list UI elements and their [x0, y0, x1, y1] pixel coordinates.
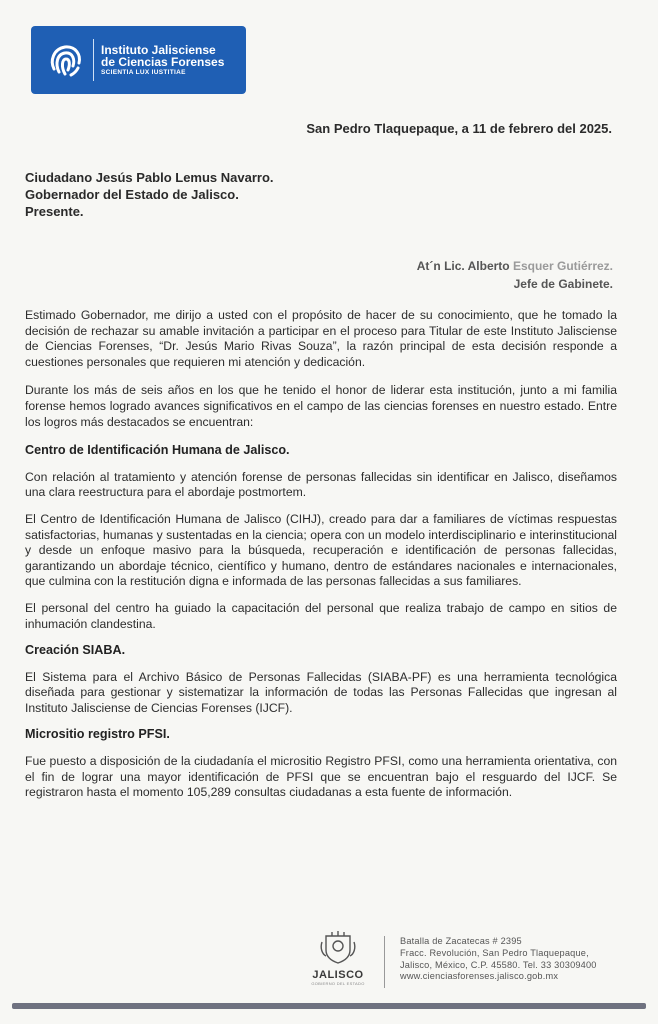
footer-bar [12, 1003, 646, 1009]
address-street: Batalla de Zacatecas # 2395 [400, 936, 522, 946]
jalisco-subtitle: GOBIERNO DEL ESTADO [311, 981, 365, 986]
letter-body [25, 308, 617, 801]
letter-date: San Pedro Tlaquepaque, a 11 de febrero del 2025. [306, 121, 612, 136]
section-heading-siaba: Creación SIABA. [25, 643, 126, 658]
cihj-paragraph-2: El Centro de Identificación Humana de Jalisco (CIHJ), creado para dar a familiares de víctimas respuestas satisfactorias, humanas y sustentadas en la ciencia; opera con un modelo interdisciplinario e interinstitucional y desde un enfoque masivo para la búsqueda, recuperación e identificación de personas fallecidas, garantizando un abordaje técnico, científico y humano, dentro de estándares nacionales e internacionales, que culmina con la restitución digna e informada de las personas fallecidas a sus familiares. [25, 511, 617, 589]
pfsi-paragraph: Fue puesto a disposición de la ciudadanía el micrositio Registro PFSI, como una herramienta orientativa, con el fin de lograr una mayor identificación de PFSI que se encuentran bajo el resguardo del IJCF. Se registraron hasta el momento 105,289 consultas ciudadanas a esta fuente de información. [25, 754, 617, 800]
addressee-name: Ciudadano Jesús Pablo Lemus Navarro. [25, 170, 274, 185]
jalisco-logo [303, 930, 373, 986]
addressee-greeting: Presente. [25, 204, 84, 219]
address-city-phone: Jalisco, México, C.P. 45580. Tel. 33 30309400 [400, 959, 597, 970]
section-heading-pfsi: Micrositio registro PFSI. [25, 727, 170, 742]
address-website: www.cienciasforenses.jalisco.gob.mx [400, 971, 559, 982]
section-heading-cihj: Centro de Identificación Humana de Jalisco. [25, 443, 290, 458]
cihj-paragraph-1: Con relación al tratamiento y atención forense de personas fallecidas sin identificar en Jalisco, diseñamos una clara reestructura para el abordaje postmortem. [25, 469, 617, 500]
institution-name [101, 44, 224, 77]
jalisco-brand: JALISCO [312, 969, 364, 981]
attention-prefix: At´n Lic. Alberto [416, 259, 513, 273]
cihj-paragraph-3: El personal del centro ha guiado la capacitación del personal que realiza trabajo de campo en sitios de inhumación clandestina. [25, 600, 617, 631]
footer-address [400, 936, 597, 983]
jalisco-crest-icon [318, 930, 358, 964]
institution-motto: SCIENTIA LUX IUSTITIAE [101, 68, 186, 76]
attention-name: Esquer Gutiérrez. [512, 259, 613, 273]
footer-divider [384, 936, 385, 988]
attention-line [417, 257, 613, 275]
siaba-paragraph: El Sistema para el Archivo Básico de Personas Fallecidas (SIABA-PF) es una herramienta tecnológica diseñada para gestionar y sistematizar la información de todas las Personas Fallecidas que ingresan al Instituto Jalisciense de Ciencias Forenses (IJCF). [25, 669, 617, 715]
addressee-block [25, 169, 274, 220]
attention-block [417, 257, 613, 293]
addressee-title: Gobernador del Estado de Jalisco. [25, 187, 239, 202]
institution-line1: Instituto Jalisciense [101, 42, 216, 57]
address-neighborhood: Fracc. Revolución, San Pedro Tlaquepaque, [400, 947, 589, 958]
attention-title: Jefe de Gabinete. [513, 277, 613, 291]
institution-logo [31, 26, 246, 94]
fingerprint-icon [45, 39, 87, 81]
achievements-intro: Durante los más de seis años en los que he tenido el honor de liderar esta institución, junto a mi familia forense hemos logrado avances significativos en el campo de las ciencias forenses en nuestro estado. Entre los logros más destacados se encuentran: [25, 383, 617, 429]
logo-divider [93, 39, 94, 81]
institution-line2: de Ciencias Forenses [101, 54, 225, 69]
intro-paragraph: Estimado Gobernador, me dirijo a usted con el propósito de hacer de su conocimiento, que he tomado la decisión de rechazar su amable invitación a participar en el proceso para Titular de este Instituto Jalisciense de Ciencias Forenses, “Dr. Jesús Mario Rivas Souza”, la razón principal de esta decisión responde a cuestiones personales que requieren mi atención y dedicación. [25, 308, 617, 369]
